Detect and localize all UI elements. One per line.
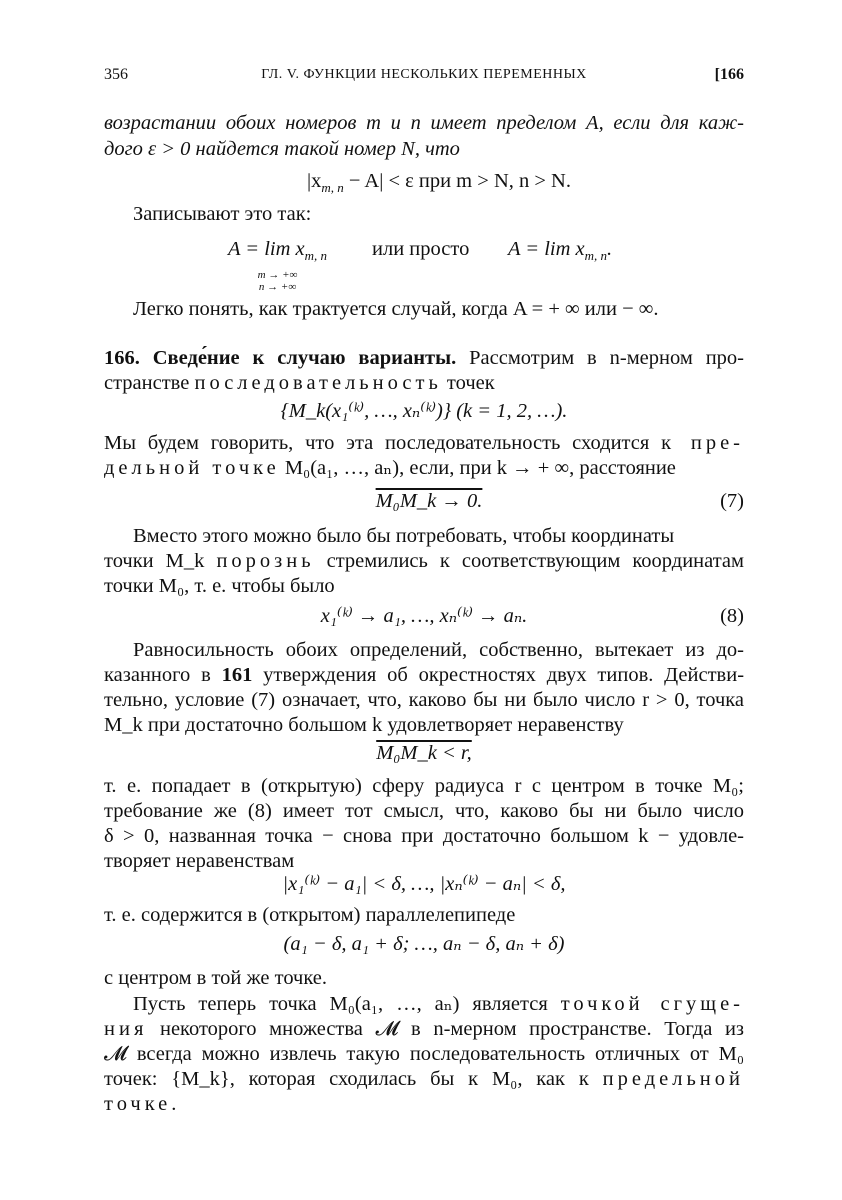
equation-ineq-delta [104,871,744,897]
l21b: некоторого множества 𝓜 в n-мерном пространстве. Тогда из [159,1018,745,1040]
lim-sub-m: m → +∞ [257,269,298,282]
equation-8 [104,603,744,629]
text-line-23 [104,1066,744,1092]
text-line-12: тельно, условие (7) означает, что, каково бы ни было число r > 0, точка [104,689,744,711]
text-line-6 [104,455,744,481]
section-166-title: 166. Сведе́ние к случаю варианты. [104,347,457,369]
page-number: 356 [104,66,128,83]
s166-l2b-spaced: последовательность [194,372,442,394]
text-line-8 [104,548,744,574]
l5b-spaced: к пре- [661,432,745,454]
text-line-7: Вместо этого можно было бы потребовать, чтобы координаты [133,525,675,547]
l23a: точек: {M_k}, которая сходилась бы к M₀, как к [104,1068,589,1090]
text-line-16: δ > 0, названная точка − снова при достаточно большом k − удовле- [104,825,744,847]
text-line-3: Записывают это так: [133,203,312,225]
section-166-line-2 [104,370,744,396]
text-line-20 [133,991,744,1017]
l8c: стремились к соответствующим координатам [326,550,744,572]
text-line-21 [104,1016,744,1042]
equation-7 [104,488,744,514]
lim-middle: или просто [372,238,470,260]
text-line-18: т. е. содержится в (открытом) параллелепипеде [104,904,516,926]
eq1-head: |x [306,170,322,192]
text-line-15: требование же (8) имеет тот смысл, что, каково бы ни было число [104,800,744,822]
eq8-formula: x₁⁽ᵏ⁾ → a₁, …, xₙ⁽ᵏ⁾ → aₙ. [320,605,528,627]
section-166-line-1 [104,345,744,371]
l20a: Пусть теперь точка M₀(a₁, …, aₙ) является [133,993,548,1015]
text-line-24: точке. [104,1093,181,1115]
s166-line1-text: Рассмотрим в n-мерном про- [469,347,744,369]
eq8-number: (8) [720,605,744,627]
l6a-spaced: дельной точке [104,457,280,479]
text-line-2: дого ε > 0 найдется такой номер N, что [104,138,460,160]
s166-l2a: странстве [104,372,190,394]
text-line-22: 𝓜 всегда можно извлечь такую последовательность отличных от M₀ [104,1043,744,1065]
text-line-10: Равносильность обоих определений, собственно, вытекает из до- [133,639,744,661]
l21a-spaced: ния [104,1018,148,1040]
eq7-formula: M₀M_k → 0. [375,490,483,512]
text-line-4: Легко понять, как трактуется случай, когда A = + ∞ или − ∞. [133,298,659,320]
l11c: утверждения об окрестностях двух типов. Действи- [263,664,745,686]
equation-lim-notation: $A = \lim x_{m, n}$ m → +∞ n → +∞ или просто $A = \lim x_{m, n}$. [228,238,613,294]
text-line-19: с центром в той же точке. [104,967,328,989]
l5a: Мы будем говорить, что эта последовательность сходится [104,432,650,454]
eq9-formula: M₀M_k < r, [376,742,472,764]
l8a: точки M_k [104,550,205,572]
l8b-spaced: порознь [216,550,315,572]
text-line-5 [104,430,744,456]
eq10-formula: |x₁⁽ᵏ⁾ − a₁| < δ, …, |xₙ⁽ᵏ⁾ − aₙ| < δ, [282,873,566,895]
l6b: M₀(a₁, …, aₙ), если, при k → + ∞, расстояние [284,457,676,479]
eq1-tail: − A| < ε при m > N, n > N. [348,170,571,192]
s166-l2c: точек [446,372,495,394]
sequence-formula: {M_k(x₁⁽ᵏ⁾, …, xₙ⁽ᵏ⁾)} (k = 1, 2, …). [280,400,568,422]
eq7-number: (7) [720,490,744,512]
section-reference: [166 [714,66,744,83]
text-line-9: точки M₀, т. е. чтобы было [104,575,335,597]
lim-sub-n: n → +∞ [258,281,297,294]
equation-limit-condition: $|x_{m, n} - A| < \varepsilon$ при m > N, n > N. [306,170,571,196]
equation-sequence [104,398,744,424]
l20b-spaced: точкой сгуще- [560,993,745,1015]
text-line-1: возрастании обоих номеров m и n имеет пределом A, если для каж- [104,112,744,134]
lim-rhs: A = lim x [508,238,585,260]
equation-ineq-r [104,740,744,766]
text-line-17: творяет неравенствам [104,850,295,872]
l23b-spaced: предельной [602,1068,744,1090]
running-head: ГЛ. V. ФУНКЦИИ НЕСКОЛЬКИХ ПЕРЕМЕННЫХ [261,67,587,82]
l11b-ref: 161 [221,664,253,686]
page-header [104,66,744,90]
eq11-formula: (a₁ − δ, a₁ + δ; …, aₙ − δ, aₙ + δ) [283,933,565,955]
lim-lhs: A = lim x [228,238,305,260]
text-line-13: M_k при достаточно большом k удовлетворяет неравенству [104,714,624,736]
text-line-14: т. е. попадает в (открытую) сферу радиуса r с центром в точке M₀; [104,775,744,797]
text-line-11 [104,662,744,688]
equation-parallelepiped [104,931,744,957]
l11a: казанного в [104,664,211,686]
